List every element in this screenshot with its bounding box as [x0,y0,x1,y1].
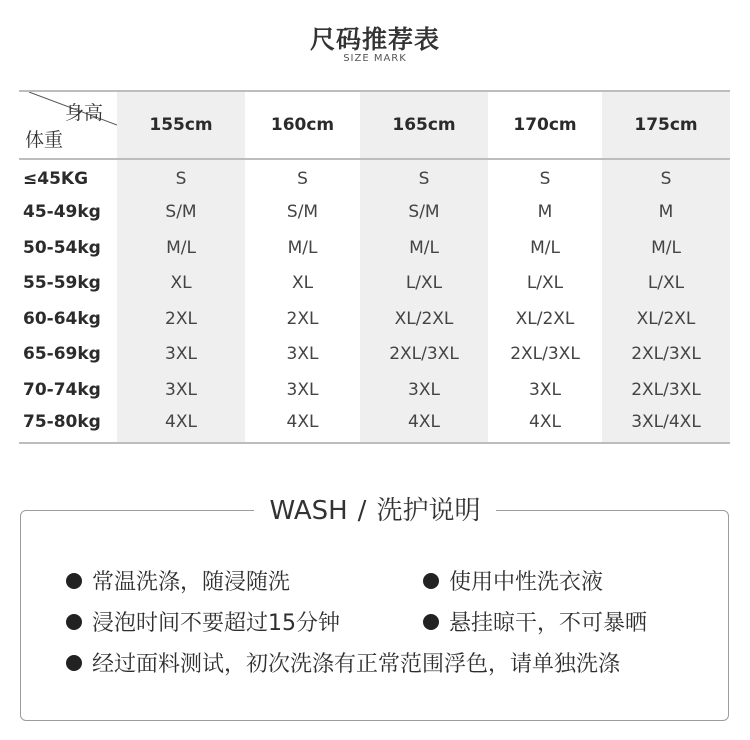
table-row [19,266,730,302]
size-cell: 4XL [286,411,319,432]
size-cell: 2XL [117,301,245,337]
table-row [19,159,730,195]
size-cell: L/XL [360,266,488,302]
wash-item-text: 常温洗涤，随浸随洗 [92,570,291,595]
weight-label: 50-54kg [23,237,101,258]
size-cell: XL/2XL [602,301,730,337]
size-cell: M [602,195,730,231]
size-cell: S/M [286,202,319,223]
size-cell: 3XL [286,344,319,365]
wash-title-cn: 洗护说明 [376,496,481,526]
size-cell: 2XL [286,308,319,329]
weight-label: 70-74kg [23,379,101,400]
table-row [19,230,730,266]
wash-item [423,565,603,596]
size-cell: S [297,169,308,190]
height-header: 155cm [117,91,245,159]
weight-label: 65-69kg [23,344,101,365]
size-cell: 3XL [117,337,245,373]
bullet-dot-icon [423,573,439,589]
size-cell: M/L [602,230,730,266]
size-cell: XL/2XL [360,301,488,337]
size-cell: S [539,169,551,190]
size-cell: XL [291,273,314,294]
size-cell: 3XL [360,372,488,408]
wash-item-text: 经过面料测试，初次洗涤有正常范围浮色，请单独洗涤 [92,652,621,677]
size-cell: 3XL [286,379,319,400]
size-cell: S [117,159,245,195]
size-cell: 4XL [529,411,561,432]
table-row [19,195,730,231]
page-title: 尺码推荐表 [309,25,440,54]
size-cell: L/XL [602,266,730,302]
wash-title-separator: / [357,496,367,526]
size-cell: XL [117,266,245,302]
table-row [19,337,730,373]
size-cell: 2XL/3XL [602,372,730,408]
size-cell: XL/2XL [515,308,575,329]
size-cell: S [360,159,488,195]
table-row [19,372,730,408]
size-cell: 3XL/4XL [602,408,730,444]
table-row [19,408,730,444]
size-cell: M/L [530,237,560,258]
weight-label: 75-80kg [23,411,101,432]
size-cell: 4XL [117,408,245,444]
size-cell: 2XL/3XL [510,344,580,365]
size-chart-table [19,90,730,444]
size-cell: S/M [360,195,488,231]
weight-label: 60-64kg [23,308,101,329]
table-header-row [19,91,730,159]
height-header: 170cm [513,115,577,135]
wash-item [66,565,290,596]
wash-item [66,606,340,637]
bullet-dot-icon [66,614,82,630]
table-row [19,301,730,337]
size-cell: M/L [287,237,318,258]
size-cell: S [602,159,730,195]
size-cell: M [537,202,553,223]
height-header: 165cm [360,91,488,159]
wash-item-text: 使用中性洗衣液 [449,570,604,595]
weight-label: ≤45KG [23,169,89,190]
wash-item-text: 悬挂晾干，不可暴晒 [449,611,648,636]
corner-weight-label: 体重 [25,129,64,151]
bullet-dot-icon [66,573,82,589]
wash-title [0,490,750,527]
table-corner-cell [19,91,117,159]
weight-label: 45-49kg [23,202,101,223]
wash-title-en: WASH [269,496,348,526]
wash-item [423,606,647,637]
size-cell: 3XL [117,372,245,408]
size-cell: 4XL [360,408,488,444]
weight-label: 55-59kg [23,273,101,294]
size-cell: 2XL/3XL [602,337,730,373]
size-cell: 2XL/3XL [360,337,488,373]
height-header: 160cm [270,115,335,135]
corner-height-label: 身高 [64,102,103,124]
wash-item [66,647,620,678]
height-header: 175cm [602,91,730,159]
size-cell: S/M [117,195,245,231]
wash-item-text: 浸泡时间不要超过15分钟 [92,611,340,636]
bullet-dot-icon [66,655,82,671]
page-subtitle: SIZE MARK [343,53,407,64]
size-cell: M/L [360,230,488,266]
bullet-dot-icon [423,614,439,630]
size-cell: M/L [117,230,245,266]
size-cell: L/XL [526,273,564,294]
size-cell: 3XL [529,379,561,400]
